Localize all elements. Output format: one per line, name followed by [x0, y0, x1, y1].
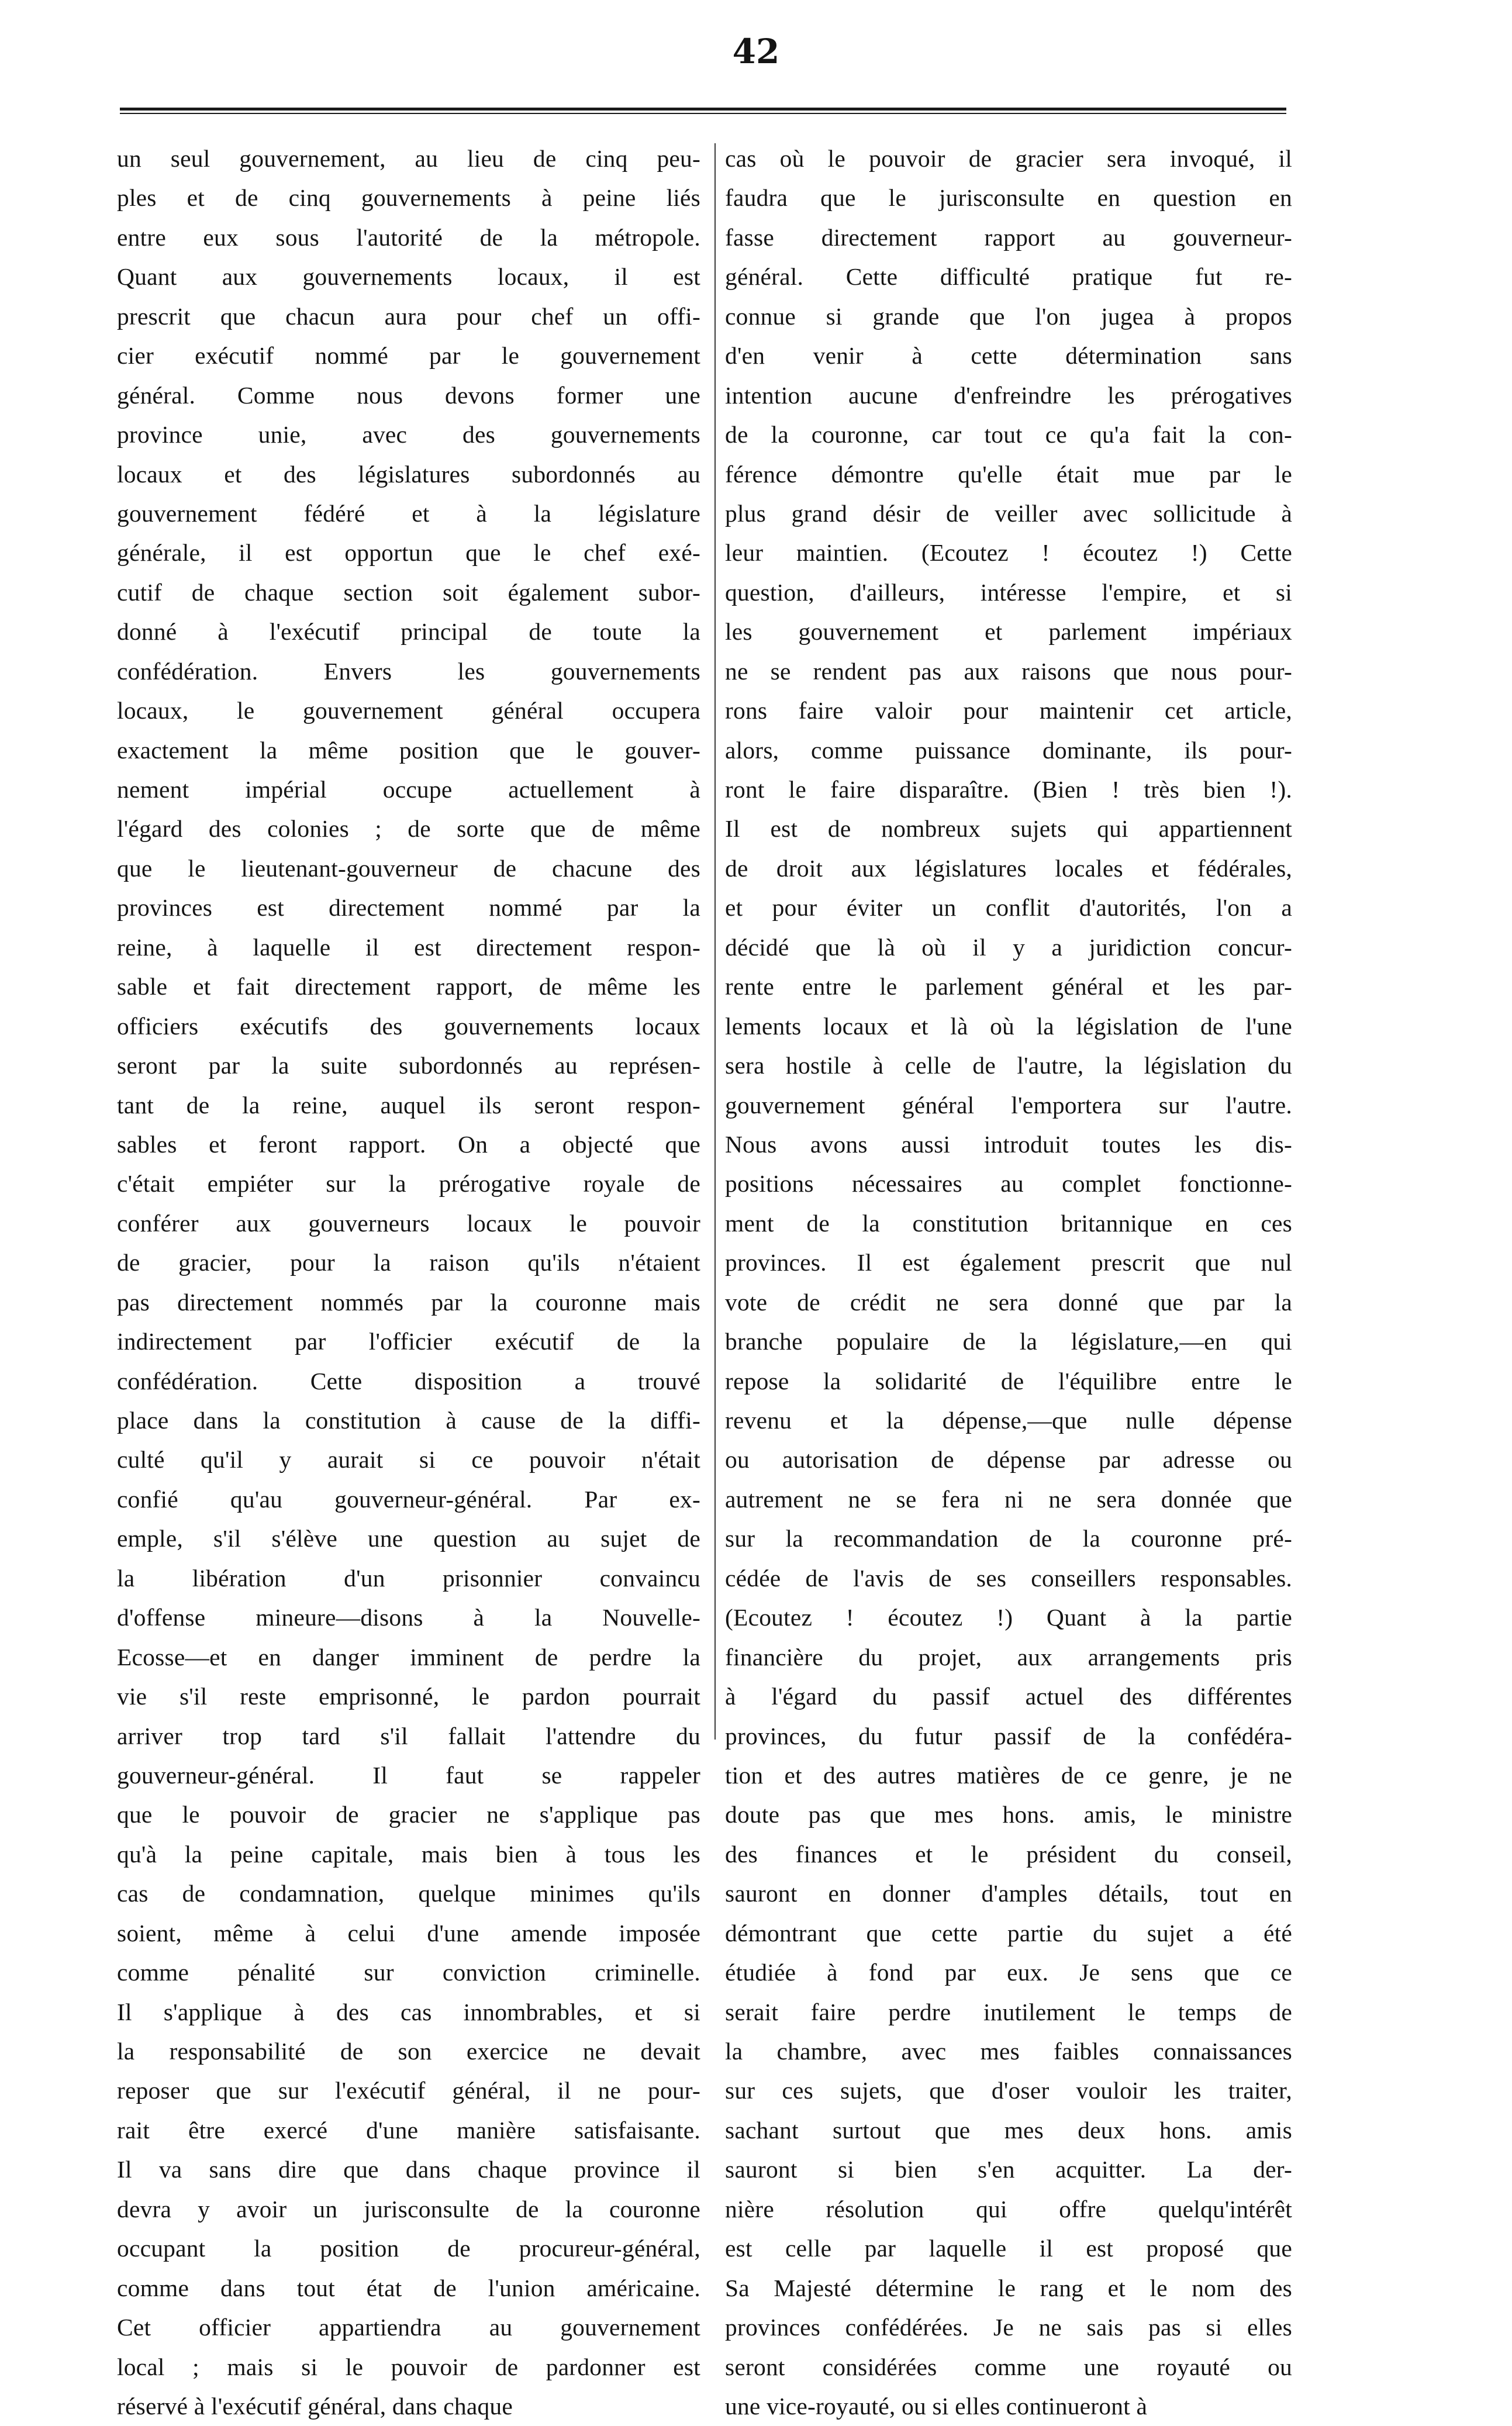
text-line: prescrit que chacun aura pour chef un offi-	[117, 302, 700, 330]
text-line: rait être exercé d'une manière satisfaisante.	[117, 2116, 700, 2144]
text-line: une vice-royauté, ou si elles continueront à	[725, 2392, 1148, 2420]
text-line: financière du projet, aux arrangements pris	[725, 1643, 1292, 1671]
text-line: provinces est directement nommé par la	[117, 894, 700, 922]
text-line: Nous avons aussi introduit toutes les dis-	[725, 1130, 1292, 1158]
text-line: alors, comme puissance dominante, ils pour-	[725, 736, 1292, 764]
text-line: leur maintien. (Ecoutez ! écoutez !) Cette	[725, 539, 1292, 567]
text-line: sera hostile à celle de l'autre, la législation du	[725, 1052, 1292, 1079]
text-line: lements locaux et là où la législation de l'une	[725, 1012, 1292, 1040]
text-line: local ; mais si le pouvoir de pardonner est	[117, 2353, 700, 2380]
text-line: sauront si bien s'en acquitter. La der-	[725, 2156, 1292, 2183]
text-line: la responsabilité de son exercice ne devait	[117, 2038, 700, 2065]
page-number: 42	[732, 32, 780, 71]
text-line: et pour éviter un conflit d'autorités, l'on a	[725, 894, 1292, 922]
text-line: devra y avoir un jurisconsulte de la couronne	[117, 2195, 700, 2223]
text-line: arriver trop tard s'il fallait l'attendre du	[117, 1722, 700, 1749]
text-line: doute pas que mes hons. amis, le ministre	[725, 1801, 1292, 1828]
text-line: rente entre le parlement général et les par-	[725, 973, 1292, 1000]
text-line: à l'égard du passif actuel des différentes	[725, 1683, 1292, 1710]
text-line: d'en venir à cette détermination sans	[725, 342, 1292, 370]
text-line: sables et feront rapport. On a objecté que	[117, 1130, 700, 1158]
text-line: des finances et le président du conseil,	[725, 1840, 1292, 1868]
text-line: vie s'il reste emprisonné, le pardon pourrait	[117, 1683, 700, 1710]
right-column	[725, 139, 1292, 2426]
text-line: sur la recommandation de la couronne pré-	[725, 1525, 1292, 1552]
text-line: ront le faire disparaître. (Bien ! très bien !).	[725, 776, 1292, 803]
text-line: cutif de chaque section soit également subor-	[117, 578, 700, 606]
text-line: emple, s'il s'élève une question au sujet de	[117, 1525, 700, 1552]
text-line: tant de la reine, auquel ils seront respon-	[117, 1091, 700, 1119]
text-line: intention aucune d'enfreindre les prérogatives	[725, 381, 1292, 409]
text-line: place dans la constitution à cause de la diffi-	[117, 1407, 700, 1434]
text-line: seront considérées comme une royauté ou	[725, 2353, 1292, 2380]
left-column	[117, 139, 700, 2426]
text-line: Sa Majesté détermine le rang et le nom des	[725, 2274, 1292, 2301]
text-line: Il est de nombreux sujets qui appartiennent	[725, 815, 1292, 843]
text-line: fasse directement rapport au gouverneur-	[725, 223, 1292, 251]
text-line: de la couronne, car tout ce qu'a fait la con-	[725, 421, 1292, 448]
text-line: sable et fait directement rapport, de même les	[117, 973, 700, 1000]
text-line: faudra que le jurisconsulte en question en	[725, 184, 1292, 212]
text-line: la chambre, avec mes faibles connaissances	[725, 2038, 1292, 2065]
text-line: confié qu'au gouverneur-général. Par ex-	[117, 1485, 700, 1513]
text-line: province unie, avec des gouvernements	[117, 421, 700, 448]
column-divider	[714, 143, 716, 1740]
text-line: gouvernement général l'emportera sur l'autre.	[725, 1091, 1292, 1119]
text-line: général. Cette difficulté pratique fut re-	[725, 263, 1292, 291]
text-line: sachant surtout que mes deux hons. amis	[725, 2116, 1292, 2144]
text-line: occupant la position de procureur-général,	[117, 2235, 700, 2262]
text-line: cier exécutif nommé par le gouvernement	[117, 342, 700, 370]
text-line: c'était empiéter sur la prérogative royale de	[117, 1170, 700, 1198]
text-line: Cet officier appartiendra au gouvernement	[117, 2314, 700, 2341]
text-line: revenu et la dépense,—que nulle dépense	[725, 1407, 1292, 1434]
text-line: cédée de l'avis de ses conseillers responsables.	[725, 1564, 1292, 1592]
text-line: reposer que sur l'exécutif général, il ne pour-	[117, 2077, 700, 2104]
text-line: férence démontre qu'elle était mue par le	[725, 460, 1292, 488]
text-line: rons faire valoir pour maintenir cet article,	[725, 697, 1292, 724]
text-line: culté qu'il y aurait si ce pouvoir n'était	[117, 1446, 700, 1473]
text-line: étudiée à fond par eux. Je sens que ce	[725, 1959, 1292, 1986]
text-line: l'égard des colonies ; de sorte que de même	[117, 815, 700, 843]
header-rule-thin	[120, 113, 1286, 114]
text-line: un seul gouvernement, au lieu de cinq peu-	[117, 145, 700, 172]
text-line: d'offense mineure—disons à la Nouvelle-	[117, 1604, 700, 1631]
text-line: question, d'ailleurs, intéresse l'empire, et si	[725, 578, 1292, 606]
text-line: locaux et des législatures subordonnés au	[117, 460, 700, 488]
text-line: ment de la constitution britannique en ces	[725, 1209, 1292, 1237]
text-line: (Ecoutez ! écoutez !) Quant à la partie	[725, 1604, 1292, 1631]
text-line: qu'à la peine capitale, mais bien à tous les	[117, 1840, 700, 1868]
text-line: gouverneur-général. Il faut se rappeler	[117, 1761, 700, 1789]
text-line: provinces. Il est également prescrit que nul	[725, 1249, 1292, 1276]
text-line: soient, même à celui d'une amende imposée	[117, 1919, 700, 1947]
text-line: sur ces sujets, que d'oser vouloir les traiter,	[725, 2077, 1292, 2104]
text-line: que le lieutenant-gouverneur de chacune des	[117, 854, 700, 882]
text-line: connue si grande que l'on jugea à propos	[725, 302, 1292, 330]
text-line: entre eux sous l'autorité de la métropole.	[117, 223, 700, 251]
text-line: exactement la même position que le gouver-	[117, 736, 700, 764]
text-line: de droit aux législatures locales et fédérales,	[725, 854, 1292, 882]
text-line: est celle par laquelle il est proposé que	[725, 2235, 1292, 2262]
text-line: seront par la suite subordonnés au représen-	[117, 1052, 700, 1079]
text-line: vote de crédit ne sera donné que par la	[725, 1288, 1292, 1316]
text-line: la libération d'un prisonnier convaincu	[117, 1564, 700, 1592]
text-line: décidé que là où il y a juridiction concur-	[725, 933, 1292, 961]
text-line: serait faire perdre inutilement le temps de	[725, 1998, 1292, 2025]
text-line: de gracier, pour la raison qu'ils n'étaient	[117, 1249, 700, 1276]
text-line: Ecosse—et en danger imminent de perdre la	[117, 1643, 700, 1671]
text-line: plus grand désir de veiller avec sollicitude à	[725, 499, 1292, 527]
text-line: réservé à l'exécutif général, dans chaque	[117, 2392, 513, 2420]
text-line: conférer aux gouverneurs locaux le pouvoir	[117, 1209, 700, 1237]
text-line: reine, à laquelle il est directement respon-	[117, 933, 700, 961]
text-line: provinces, du futur passif de la confédéra-	[725, 1722, 1292, 1749]
text-line: branche populaire de la législature,—en qui	[725, 1328, 1292, 1355]
text-line: Il s'applique à des cas innombrables, et si	[117, 1998, 700, 2025]
text-line: sauront en donner d'amples détails, tout en	[725, 1880, 1292, 1907]
text-line: général. Comme nous devons former une	[117, 381, 700, 409]
text-line: cas où le pouvoir de gracier sera invoqué, il	[725, 145, 1292, 172]
text-line: indirectement par l'officier exécutif de la	[117, 1328, 700, 1355]
text-line: générale, il est opportun que le chef exé-	[117, 539, 700, 567]
text-line: confédération. Cette disposition a trouvé	[117, 1367, 700, 1395]
text-line: autrement ne se fera ni ne sera donnée que	[725, 1485, 1292, 1513]
text-line: provinces confédérées. Je ne sais pas si elles	[725, 2314, 1292, 2341]
text-line: confédération. Envers les gouvernements	[117, 657, 700, 685]
text-line: donné à l'exécutif principal de toute la	[117, 618, 700, 646]
text-line: officiers exécutifs des gouvernements locaux	[117, 1012, 700, 1040]
text-line: cas de condamnation, quelque minimes qu'ils	[117, 1880, 700, 1907]
text-line: que le pouvoir de gracier ne s'applique pas	[117, 1801, 700, 1828]
text-line: nement impérial occupe actuellement à	[117, 776, 700, 803]
header-rule-thick	[120, 108, 1286, 111]
text-line: Quant aux gouvernements locaux, il est	[117, 263, 700, 291]
text-line: repose la solidarité de l'équilibre entre le	[725, 1367, 1292, 1395]
text-line: comme dans tout état de l'union américaine.	[117, 2274, 700, 2301]
text-line: ou autorisation de dépense par adresse ou	[725, 1446, 1292, 1473]
text-line: locaux, le gouvernement général occupera	[117, 697, 700, 724]
text-line: comme pénalité sur conviction criminelle.	[117, 1959, 700, 1986]
text-line: nière résolution qui offre quelqu'intérêt	[725, 2195, 1292, 2223]
text-line: Il va sans dire que dans chaque province il	[117, 2156, 700, 2183]
text-line: ne se rendent pas aux raisons que nous pour-	[725, 657, 1292, 685]
text-line: tion et des autres matières de ce genre, je ne	[725, 1761, 1292, 1789]
text-line: positions nécessaires au complet fonctionne-	[725, 1170, 1292, 1198]
text-line: démontrant que cette partie du sujet a été	[725, 1919, 1292, 1947]
text-line: les gouvernement et parlement impériaux	[725, 618, 1292, 646]
text-line: pas directement nommés par la couronne mais	[117, 1288, 700, 1316]
text-line: ples et de cinq gouvernements à peine liés	[117, 184, 700, 212]
text-line: gouvernement fédéré et à la législature	[117, 499, 700, 527]
